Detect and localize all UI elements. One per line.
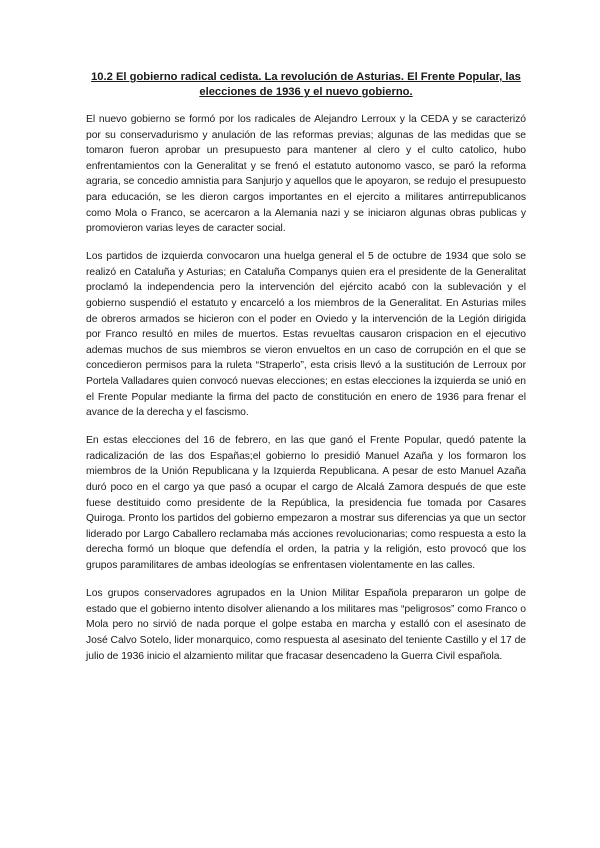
paragraph-1: El nuevo gobierno se formó por los radicales de Alejandro Lerroux y la CEDA y se caracterizó por su conservadurismo y anulación de las reformas previas; algunas de las medidas que se tomaron fueron aprobar un presupuesto para mantener al clero y el culto catolico, hubo enfrentamientos con la Generalitat y se frenó el estatuto autonomo vasco, se paró la reforma agraria, se concedio amnistia para Sanjurjo y aquellos que le apoyaron, se redujo el presupuesto para educación, se les dieron cargos importantes en el ejercito a militares antirrepublicanos como Mola o Franco, se acercaron a la Alemania nazi y se iniciaron algunas obras publicas y promovieron varias leyes de caracter social. <box>86 114 526 235</box>
paragraph-4: Los grupos conservadores agrupados en la Union Militar Española prepararon un golpe de estado que el gobierno intento disolver alienando a los militares mas “peligrosos” como Franco o Mola pero no sirvió de nada porque el golpe estaba en marcha y estalló con el asesinato de José Calvo Sotelo, lider monarquico, como respuesta al asesinato del teniente Castillo y el 17 de julio de 1936 inicio el alzamiento militar que fracasar desencadeno la Guerra Civil española. <box>86 588 526 662</box>
document-title: 10.2 El gobierno radical cedista. La revolución de Asturias. El Frente Popular, las elecciones de 1936 y el nuevo gobierno. <box>91 71 521 98</box>
document-body <box>86 70 526 677</box>
paragraph-2: Los partidos de izquierda convocaron una huelga general el 5 de octubre de 1934 que solo se realizó en Cataluña y Asturias; en Cataluña Companys quien era el presidente de la Generalitat proclamó la independencia pero la intervención del ejército acabó con la sublevación y el gobierno suspendió el estatuto y encarceló a los miembros de la Generalitat. En Asturias miles de obreros armados se hicieron con el poder en Oviedo y la intervención de la Legión dirigida por Franco resultó en miles de muertos. Estas revueltas causaron crispacion en el ejecutivo ademas muchos de sus miembros se vieron envueltos en un caso de corrupción en el que se concedieron permisos para la ruleta “Straperlo”, esta crisis llevó a la sustitución de Lerroux por Portela Valladares quien convocó nuevas elecciones; en estas elecciones la izquierda se unió en el Frente Popular mediante la firma del pacto de constitución en enero de 1936 para frenar el avance de la derecha y el fascismo. <box>86 251 526 419</box>
paragraph-3: En estas elecciones del 16 de febrero, en las que ganó el Frente Popular, quedó patente la radicalización de las dos Españas;el gobierno lo presidió Manuel Azaña y los formaron los miembros de la Unión Republicana y la Izquierda Republicana. A pesar de esto Manuel Azaña duró poco en el cargo ya que pasó a ocupar el cargo de Alcalá Zamora después de que este fuese destituido como presidente de la República, la presidencia fue tomada por Casares Quiroga. Pronto los partidos del gobierno empezaron a mostrar sus diferencias ya que un sector liderado por Largo Caballero reclamaba más acciones revolucionarias; como respuesta a esto la derecha formó un bloque que defendía el orden, la patria y la religión, esto provocó que los grupos paramilitares de ambas ideologías se enfrentasen violentamente en las calles. <box>86 435 526 572</box>
